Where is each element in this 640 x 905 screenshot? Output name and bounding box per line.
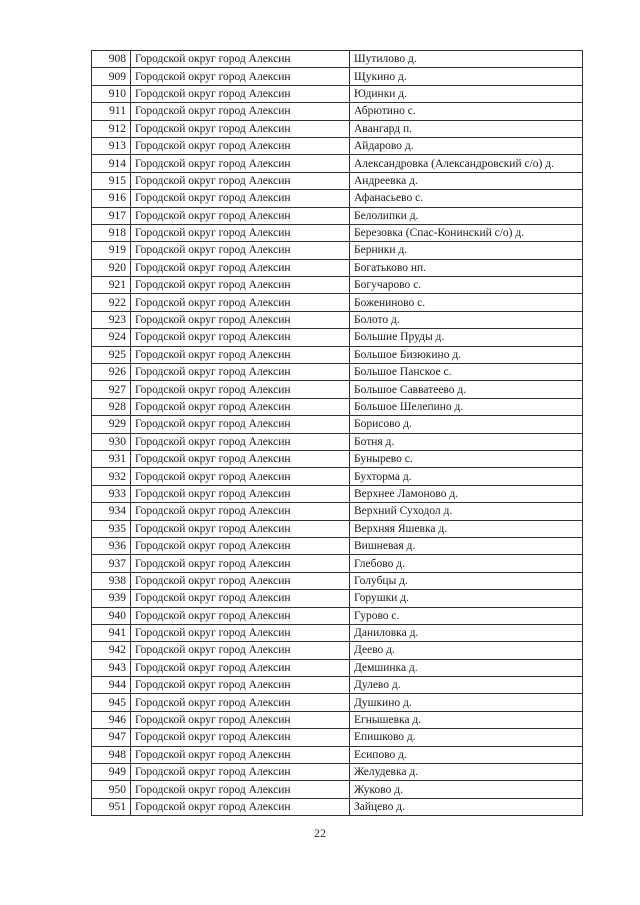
row-number: 939 [92, 590, 131, 607]
table-row [92, 416, 583, 433]
row-number: 912 [92, 120, 131, 137]
locality-cell: Айдарово д. [350, 137, 583, 154]
row-number: 950 [92, 781, 131, 798]
locality-cell: Большое Панское с. [350, 364, 583, 381]
locality-cell: Глебово д. [350, 555, 583, 572]
municipality-cell: Городской округ город Алексин [131, 137, 350, 154]
table-row [92, 103, 583, 120]
row-number: 926 [92, 364, 131, 381]
table-row [92, 381, 583, 398]
municipality-cell: Городской округ город Алексин [131, 590, 350, 607]
municipality-cell: Городской округ город Алексин [131, 242, 350, 259]
table-row [92, 51, 583, 68]
row-number: 949 [92, 764, 131, 781]
row-number: 910 [92, 85, 131, 102]
row-number: 947 [92, 729, 131, 746]
row-number: 938 [92, 572, 131, 589]
row-number: 940 [92, 607, 131, 624]
locality-cell: Бунырево с. [350, 450, 583, 467]
row-number: 935 [92, 520, 131, 537]
row-number: 914 [92, 155, 131, 172]
row-number: 911 [92, 103, 131, 120]
municipality-cell: Городской округ город Алексин [131, 103, 350, 120]
municipality-cell: Городской округ город Алексин [131, 224, 350, 241]
table-row [92, 659, 583, 676]
municipality-cell: Городской округ город Алексин [131, 781, 350, 798]
table-row [92, 468, 583, 485]
row-number: 928 [92, 398, 131, 415]
municipality-cell: Городской округ город Алексин [131, 85, 350, 102]
locality-cell: Богучарово с. [350, 277, 583, 294]
municipality-cell: Городской округ город Алексин [131, 311, 350, 328]
row-number: 933 [92, 485, 131, 502]
row-number: 915 [92, 172, 131, 189]
municipality-cell: Городской округ город Алексин [131, 68, 350, 85]
municipality-cell: Городской округ город Алексин [131, 659, 350, 676]
table-row [92, 624, 583, 641]
table-row [92, 224, 583, 241]
municipality-cell: Городской округ город Алексин [131, 537, 350, 554]
table-row [92, 572, 583, 589]
table-row [92, 311, 583, 328]
locality-cell: Богатьково нп. [350, 259, 583, 276]
table-row [92, 398, 583, 415]
table-row [92, 346, 583, 363]
table-row [92, 364, 583, 381]
row-number: 909 [92, 68, 131, 85]
table-row [92, 485, 583, 502]
row-number: 934 [92, 503, 131, 520]
row-number: 916 [92, 190, 131, 207]
locality-cell: Есипово д. [350, 746, 583, 763]
table-row [92, 746, 583, 763]
municipality-cell: Городской округ город Алексин [131, 172, 350, 189]
locality-cell: Душкино д. [350, 694, 583, 711]
locality-cell: Деево д. [350, 642, 583, 659]
page-number: 22 [314, 826, 326, 840]
row-number: 925 [92, 346, 131, 363]
row-number: 948 [92, 746, 131, 763]
row-number: 917 [92, 207, 131, 224]
locality-cell: Андреевка д. [350, 172, 583, 189]
locality-cell: Авангард п. [350, 120, 583, 137]
table-row [92, 607, 583, 624]
locality-cell: Дулево д. [350, 677, 583, 694]
municipality-cell: Городской округ город Алексин [131, 503, 350, 520]
table-row [92, 277, 583, 294]
municipality-cell: Городской округ город Алексин [131, 555, 350, 572]
row-number: 945 [92, 694, 131, 711]
municipality-cell: Городской округ город Алексин [131, 520, 350, 537]
row-number: 936 [92, 537, 131, 554]
locality-cell: Боженинoво с. [350, 294, 583, 311]
table-row [92, 537, 583, 554]
table-row [92, 294, 583, 311]
locality-cell: Вишневая д. [350, 537, 583, 554]
row-number: 942 [92, 642, 131, 659]
municipality-cell: Городской округ город Алексин [131, 642, 350, 659]
row-number: 923 [92, 311, 131, 328]
municipality-cell: Городской округ город Алексин [131, 746, 350, 763]
municipality-cell: Городской округ город Алексин [131, 120, 350, 137]
row-number: 931 [92, 450, 131, 467]
row-number: 951 [92, 798, 131, 815]
locality-cell: Белолипки д. [350, 207, 583, 224]
municipality-cell: Городской округ город Алексин [131, 416, 350, 433]
row-number: 930 [92, 433, 131, 450]
municipality-cell: Городской округ город Алексин [131, 259, 350, 276]
locality-cell: Даниловка д. [350, 624, 583, 641]
municipality-cell: Городской округ город Алексин [131, 329, 350, 346]
locality-cell: Большое Савватеево д. [350, 381, 583, 398]
row-number: 918 [92, 224, 131, 241]
locality-cell: Верхняя Яшевка д. [350, 520, 583, 537]
locality-cell: Демшинка д. [350, 659, 583, 676]
locality-cell: Зайцево д. [350, 798, 583, 815]
table-row [92, 729, 583, 746]
locality-cell: Егнышевка д. [350, 711, 583, 728]
locality-cell: Болото д. [350, 311, 583, 328]
table-row [92, 137, 583, 154]
municipality-cell: Городской округ город Алексин [131, 711, 350, 728]
municipality-cell: Городской округ город Алексин [131, 207, 350, 224]
table-row [92, 520, 583, 537]
locality-cell: Абрютино с. [350, 103, 583, 120]
table-row [92, 503, 583, 520]
locality-cell: Верхний Суходол д. [350, 503, 583, 520]
municipality-cell: Городской округ город Алексин [131, 381, 350, 398]
locality-cell: Большие Пруды д. [350, 329, 583, 346]
locality-cell: Гурово с. [350, 607, 583, 624]
table-row [92, 259, 583, 276]
municipality-cell: Городской округ город Алексин [131, 485, 350, 502]
row-number: 924 [92, 329, 131, 346]
municipality-cell: Городской округ город Алексин [131, 433, 350, 450]
municipality-cell: Городской округ город Алексин [131, 572, 350, 589]
municipality-cell: Городской округ город Алексин [131, 624, 350, 641]
municipality-cell: Городской округ город Алексин [131, 51, 350, 68]
municipality-cell: Городской округ город Алексин [131, 764, 350, 781]
locality-cell: Голубцы д. [350, 572, 583, 589]
locality-cell: Большое Бизюкино д. [350, 346, 583, 363]
municipality-cell: Городской округ город Алексин [131, 190, 350, 207]
locality-cell: Ботня д. [350, 433, 583, 450]
row-number: 946 [92, 711, 131, 728]
row-number: 932 [92, 468, 131, 485]
locality-cell: Берники д. [350, 242, 583, 259]
table-body [92, 51, 583, 816]
table-row [92, 798, 583, 815]
locality-cell: Березовка (Спас-Конинский с/о) д. [350, 224, 583, 241]
locality-cell: Шутилово д. [350, 51, 583, 68]
table-row [92, 555, 583, 572]
table-row [92, 207, 583, 224]
row-number: 941 [92, 624, 131, 641]
locality-cell: Афанасьево с. [350, 190, 583, 207]
table-row [92, 764, 583, 781]
table-row [92, 781, 583, 798]
locality-cell: Борисово д. [350, 416, 583, 433]
row-number: 937 [92, 555, 131, 572]
locality-cell: Верхнее Ламоново д. [350, 485, 583, 502]
municipality-cell: Городской округ город Алексин [131, 294, 350, 311]
municipality-cell: Городской округ город Алексин [131, 155, 350, 172]
table-row [92, 155, 583, 172]
locality-cell: Жуково д. [350, 781, 583, 798]
row-number: 921 [92, 277, 131, 294]
locality-table [91, 50, 583, 816]
table-row [92, 68, 583, 85]
table-row [92, 242, 583, 259]
municipality-cell: Городской округ город Алексин [131, 607, 350, 624]
municipality-cell: Городской округ город Алексин [131, 677, 350, 694]
municipality-cell: Городской округ город Алексин [131, 729, 350, 746]
municipality-cell: Городской округ город Алексин [131, 798, 350, 815]
municipality-cell: Городской округ город Алексин [131, 277, 350, 294]
table-row [92, 642, 583, 659]
municipality-cell: Городской округ город Алексин [131, 364, 350, 381]
table-row [92, 329, 583, 346]
row-number: 944 [92, 677, 131, 694]
locality-cell: Щукино д. [350, 68, 583, 85]
locality-cell: Епишково д. [350, 729, 583, 746]
table-row [92, 590, 583, 607]
municipality-cell: Городской округ город Алексин [131, 694, 350, 711]
municipality-cell: Городской округ город Алексин [131, 398, 350, 415]
row-number: 943 [92, 659, 131, 676]
locality-cell: Горушки д. [350, 590, 583, 607]
locality-cell: Александровка (Александровский с/о) д. [350, 155, 583, 172]
table-row [92, 677, 583, 694]
row-number: 922 [92, 294, 131, 311]
table-row [92, 450, 583, 467]
municipality-cell: Городской округ город Алексин [131, 468, 350, 485]
table-row [92, 711, 583, 728]
table-row [92, 433, 583, 450]
locality-cell: Бухторма д. [350, 468, 583, 485]
table-row [92, 190, 583, 207]
locality-cell: Большое Шелепино д. [350, 398, 583, 415]
locality-cell: Юдинки д. [350, 85, 583, 102]
row-number: 913 [92, 137, 131, 154]
locality-cell: Желудевка д. [350, 764, 583, 781]
table-row [92, 120, 583, 137]
municipality-cell: Городской округ город Алексин [131, 346, 350, 363]
row-number: 929 [92, 416, 131, 433]
table-row [92, 172, 583, 189]
row-number: 927 [92, 381, 131, 398]
row-number: 919 [92, 242, 131, 259]
table-row [92, 85, 583, 102]
row-number: 920 [92, 259, 131, 276]
table-row [92, 694, 583, 711]
municipality-cell: Городской округ город Алексин [131, 450, 350, 467]
row-number: 908 [92, 51, 131, 68]
